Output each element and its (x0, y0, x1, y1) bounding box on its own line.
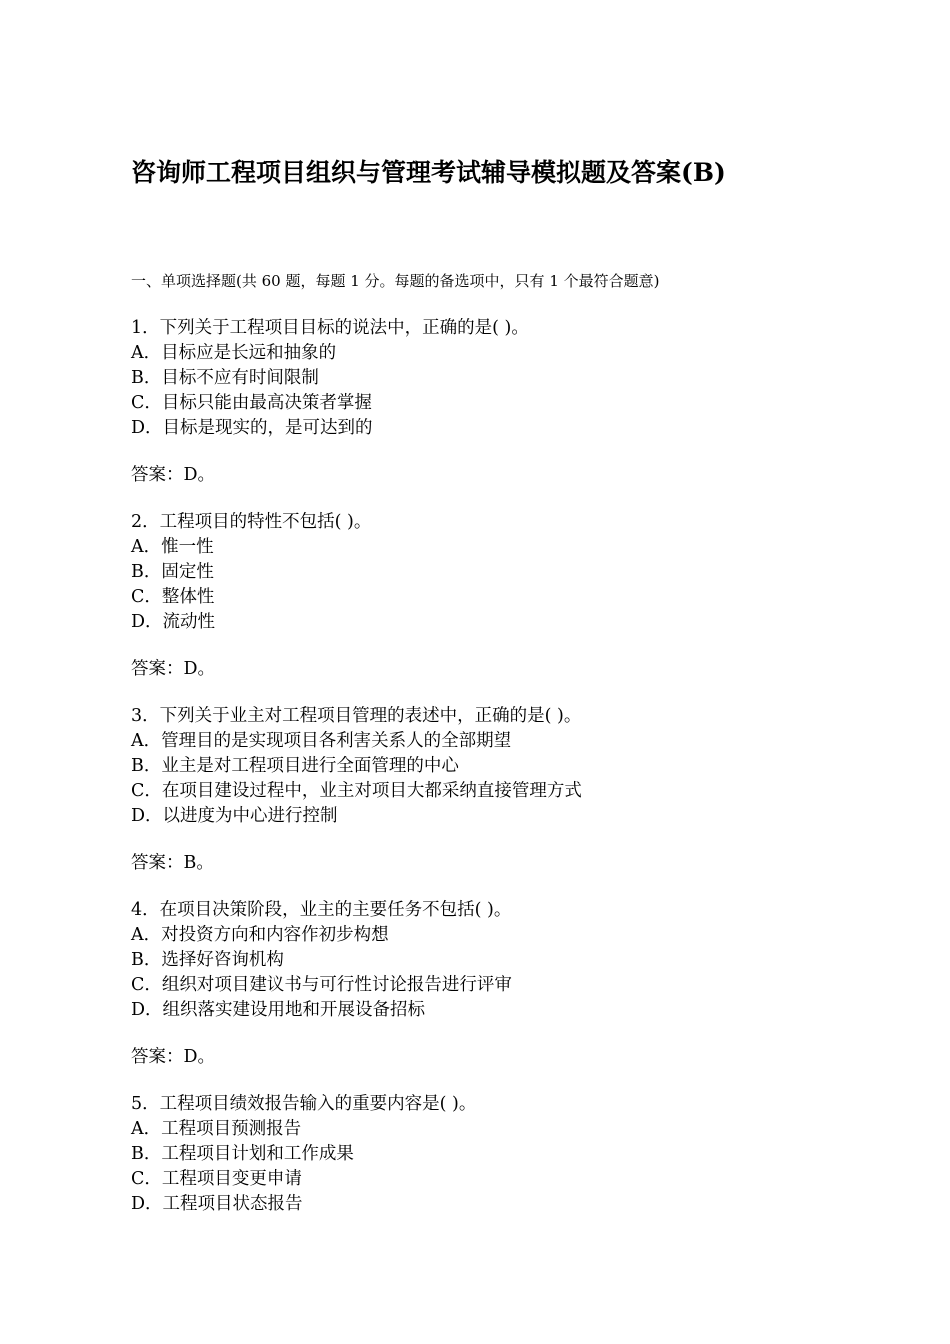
option-c: C．组织对项目建议书与可行性讨论报告进行评审 (131, 975, 512, 995)
question-stem: 2．工程项目的特性不包括( )。 (131, 512, 372, 532)
question-item (131, 316, 891, 488)
question-item (131, 898, 891, 1070)
question-stem: 4．在项目决策阶段，业主的主要任务不包括( )。 (131, 900, 512, 920)
option-b: B．工程项目计划和工作成果 (131, 1144, 354, 1164)
option-d: D．组织落实建设用地和开展设备招标 (131, 1000, 426, 1020)
option-c: C．工程项目变更申请 (131, 1169, 302, 1189)
section-heading: 一、单项选择题(共 60 题，每题 1 分。每题的备选项中，只有 1 个最符合题意) (131, 272, 660, 290)
answer-line: 答案：B。 (131, 853, 214, 873)
question-item (131, 510, 891, 682)
question-stem: 5．工程项目绩效报告输入的重要内容是( )。 (131, 1094, 477, 1114)
document-title: 咨询师工程项目组织与管理考试辅导模拟题及答案(B) (131, 158, 726, 187)
option-b: B．业主是对工程项目进行全面管理的中心 (131, 756, 459, 776)
answer-line: 答案：D。 (131, 465, 216, 485)
question-list (131, 316, 891, 1239)
option-c: C．目标只能由最高决策者掌握 (131, 393, 372, 413)
option-d: D．流动性 (131, 612, 216, 632)
option-d: D．以进度为中心进行控制 (131, 806, 338, 826)
option-d: D．目标是现实的，是可达到的 (131, 418, 373, 438)
option-d: D．工程项目状态报告 (131, 1194, 303, 1214)
option-b: B．固定性 (131, 562, 214, 582)
option-c: C．在项目建设过程中，业主对项目大都采纳直接管理方式 (131, 781, 582, 801)
question-stem: 1．下列关于工程项目目标的说法中，正确的是( )。 (131, 318, 529, 338)
question-item (131, 1092, 891, 1217)
option-b: B．目标不应有时间限制 (131, 368, 319, 388)
option-a: A．目标应是长远和抽象的 (131, 343, 337, 363)
answer-line: 答案：D。 (131, 1047, 216, 1067)
question-stem: 3．下列关于业主对工程项目管理的表述中，正确的是( )。 (131, 706, 582, 726)
option-b: B．选择好咨询机构 (131, 950, 284, 970)
question-item (131, 704, 891, 876)
option-c: C．整体性 (131, 587, 215, 607)
option-a: A．管理目的是实现项目各利害关系人的全部期望 (131, 731, 512, 751)
option-a: A．工程项目预测报告 (131, 1119, 302, 1139)
option-a: A．惟一性 (131, 537, 214, 557)
answer-line: 答案：D。 (131, 659, 216, 679)
option-a: A．对投资方向和内容作初步构想 (131, 925, 389, 945)
